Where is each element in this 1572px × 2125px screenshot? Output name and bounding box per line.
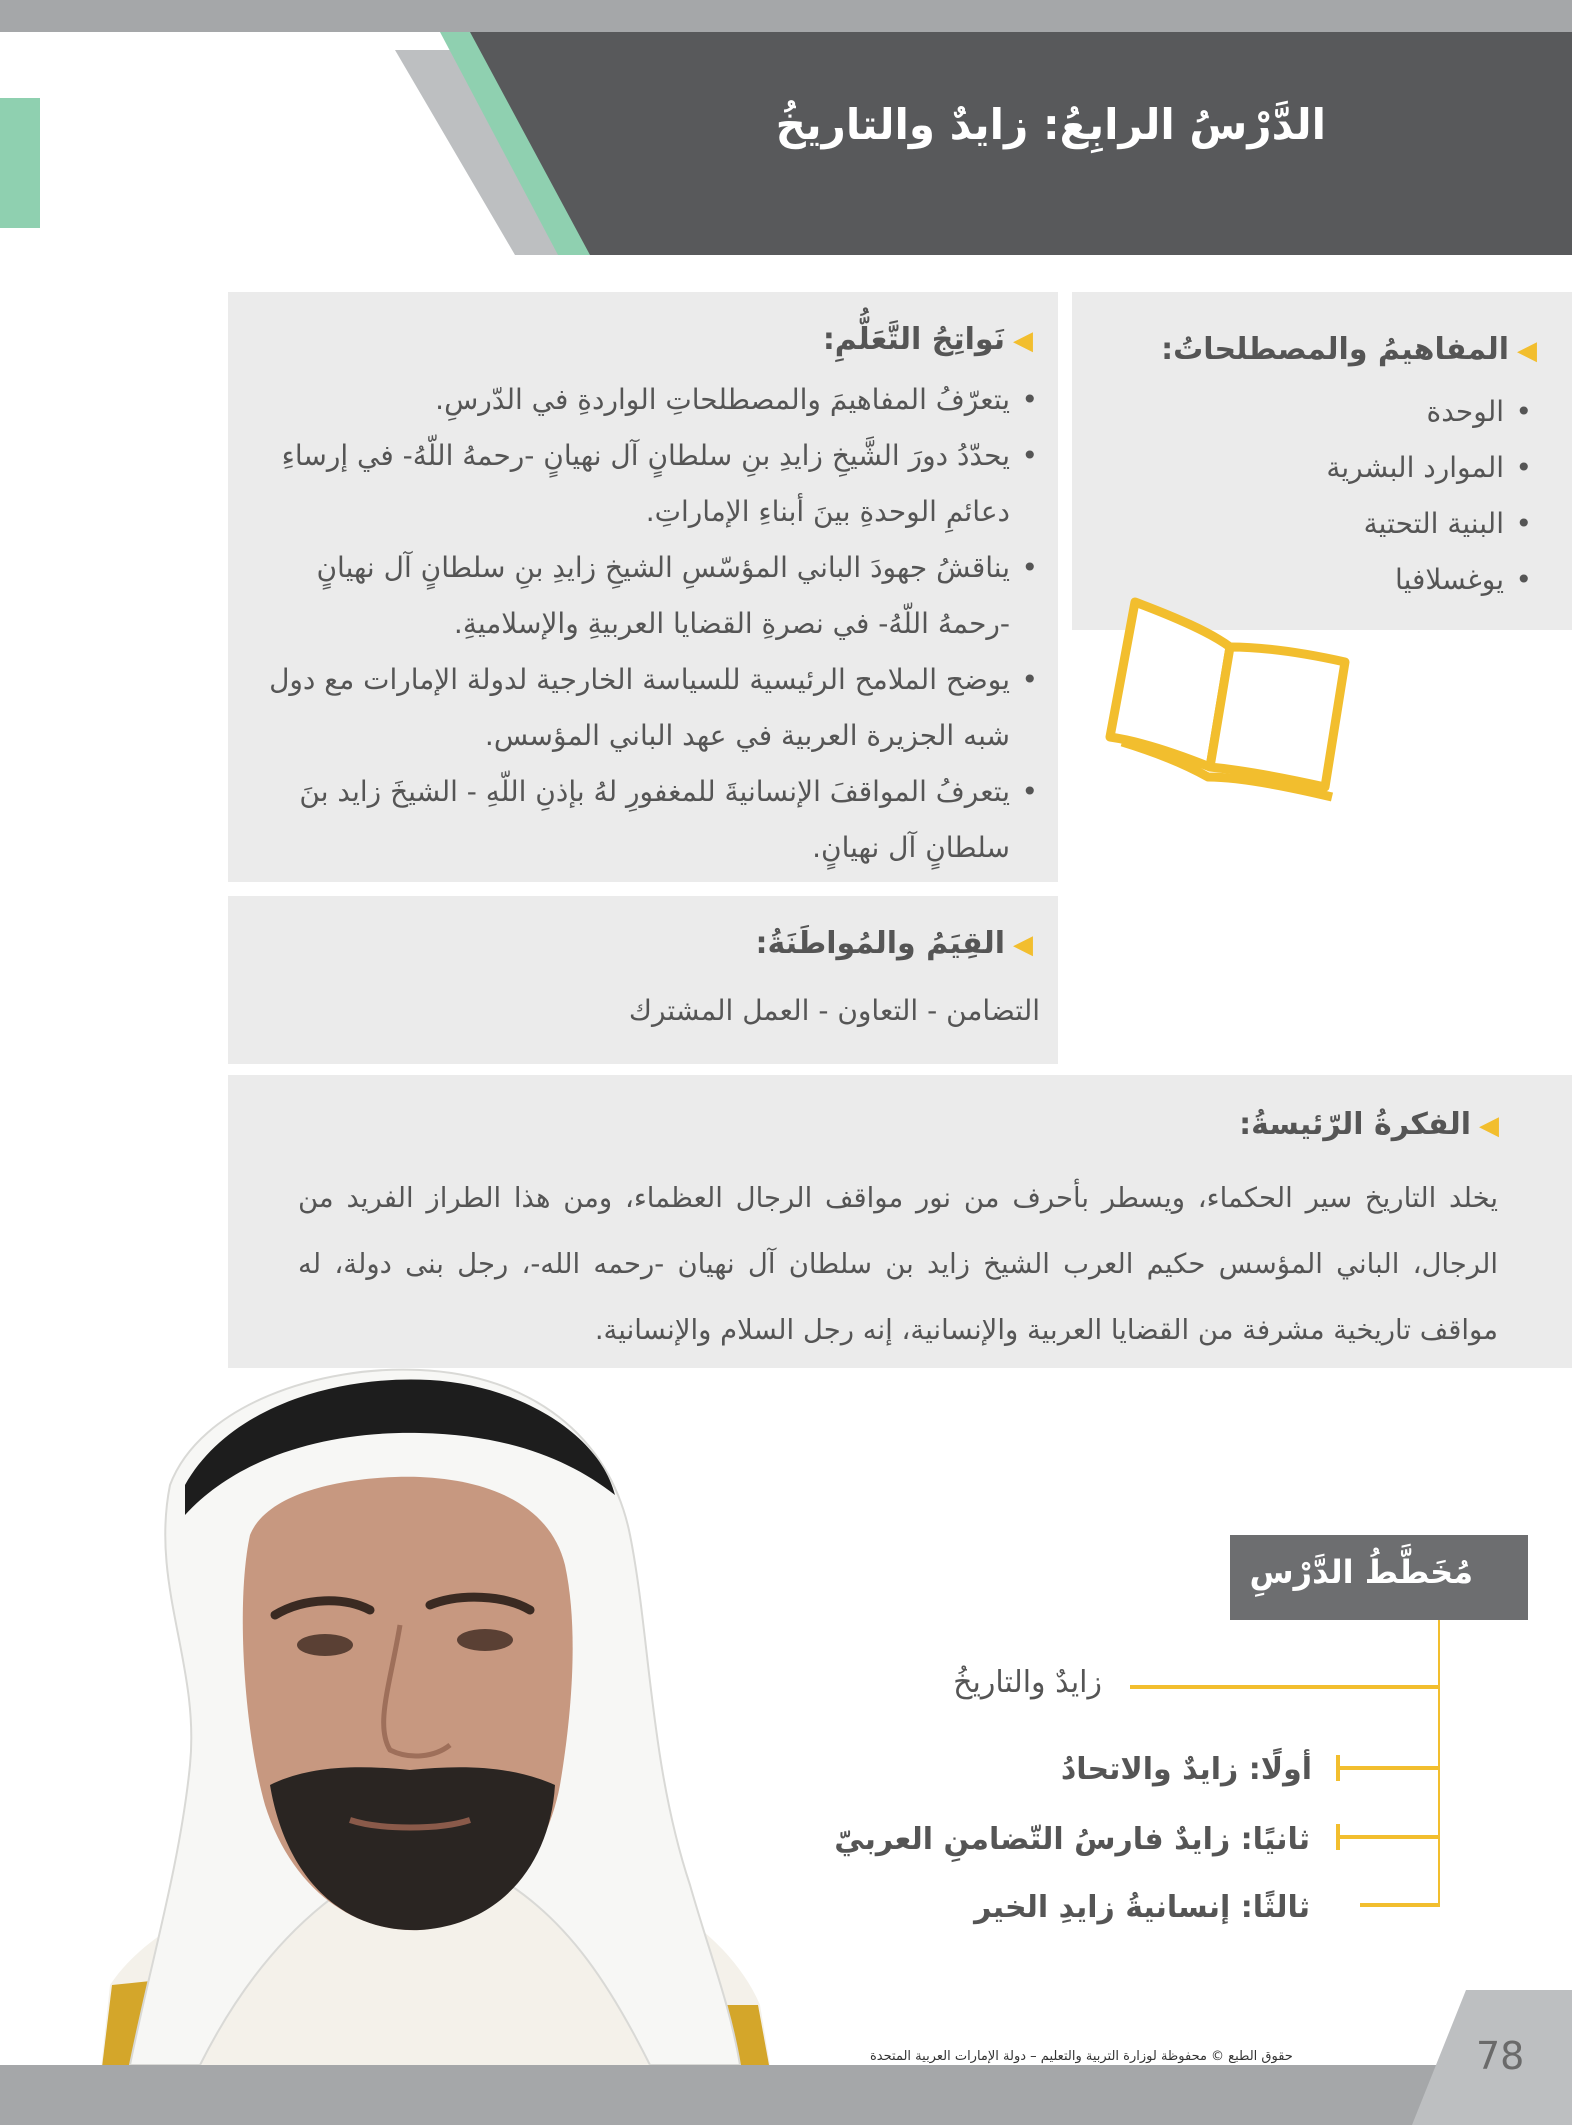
copyright-text: حقوق الطبع © محفوظة لوزارة التربية والتعليم – دولة الإمارات العربية المتحدة — [870, 2049, 1293, 2064]
concepts-list — [1132, 384, 1532, 608]
list-item: • الوحدة — [1132, 384, 1532, 440]
outline-root: زايدٌ والتاريخُ — [953, 1665, 1102, 1700]
outline-item: ثالثًا: إنسانيةُ زايدِ الخير — [974, 1890, 1310, 1925]
heading-arrow-icon: ◀ — [1013, 326, 1033, 356]
list-item: • يوضح الملامح الرئيسية للسياسة الخارجية لدولة الإمارات مع دول شبه الجزيرة العربية في عهد الباني المؤسس. — [248, 652, 1038, 764]
heading-arrow-icon: ◀ — [1479, 1111, 1499, 1141]
side-tab — [0, 98, 40, 228]
values-heading — [756, 926, 1033, 961]
list-item: • يناقشُ جهودَ الباني المؤسّسِ الشيخِ زايدِ بنِ سلطانٍ آل نهيانٍ -رحمهُ اللّهُ- في نصرةِ القضايا العربيةِ والإسلاميةِ. — [248, 540, 1038, 652]
open-book-icon — [1100, 592, 1360, 812]
list-item: • البنية التحتية — [1132, 496, 1532, 552]
outcomes-panel — [228, 292, 1058, 882]
list-item: • يحدّدُ دورَ الشَّيخِ زايدِ بنِ سلطانٍ آل نهيانٍ -رحمهُ اللّهُ- في إرساءِ دعائمِ الوحدةِ بينَ أبناءِ الإماراتِ. — [248, 428, 1038, 540]
main-idea-heading — [1239, 1107, 1499, 1142]
list-item: • الموارد البشرية — [1132, 440, 1532, 496]
concepts-heading — [1161, 332, 1537, 367]
heading-arrow-icon: ◀ — [1013, 930, 1033, 960]
outline-header — [1230, 1535, 1528, 1620]
list-item: • يتعرفُ المواقفَ الإنسانيةَ للمغفورِ لهُ بإذنِ اللّهِ - الشيخَ زايد بنَ سلطانٍ آل نهيانٍ. — [248, 764, 1038, 876]
outcomes-heading-text: نَواتِجُ التَّعَلُّمِ: — [822, 322, 1005, 357]
values-panel — [228, 896, 1058, 1064]
footer-tab — [0, 1990, 1572, 2125]
main-idea-text: يخلد التاريخ سير الحكماء، ويسطر بأحرف من نور مواقف الرجال العظماء، ومن هذا الطراز الفريد من الرجال، الباني المؤسس حكيم العرب الشيخ زايد بن سلطان آل نهيان -رحمه الله-، رجل بنى دولة، له مواقف تاريخية مشرفة من القضايا العربية والإنسانية، إنه رجل السلام والإنسانية. — [298, 1182, 1498, 1346]
values-heading-text: القِيَمُ والمُواطَنَةُ: — [755, 926, 1005, 961]
list-item: • يوغسلافيا — [1132, 552, 1532, 608]
outline-item: ثانيًا: زايدٌ فارسُ التّضامنِ العربيّ — [834, 1822, 1310, 1857]
lesson-title: الدَّرْسُ الرابِعُ: زايدٌ والتاريخُ — [775, 100, 1326, 149]
concepts-panel — [1072, 292, 1572, 630]
list-item: • يتعرّفُ المفاهيمَ والمصطلحاتِ الواردةِ في الدّرسِ. — [248, 372, 1038, 428]
concepts-heading-text: المفاهيمُ والمصطلحاتُ: — [1161, 332, 1509, 367]
outline-item: أولًا: زايدٌ والاتحادُ — [1060, 1752, 1312, 1787]
outline-title: مُخَطَّطُ الدَّرْسِ — [1249, 1553, 1473, 1591]
main-idea-heading-text: الفكرةُ الرّئيسةُ: — [1239, 1107, 1471, 1142]
main-idea-panel — [228, 1075, 1572, 1368]
heading-arrow-icon: ◀ — [1517, 336, 1537, 366]
values-text: التضامن - التعاون - العمل المشترك — [628, 994, 1040, 1027]
outcomes-heading — [823, 322, 1033, 357]
page-number: 78 — [1476, 2034, 1525, 2078]
outcomes-list — [248, 372, 1038, 876]
